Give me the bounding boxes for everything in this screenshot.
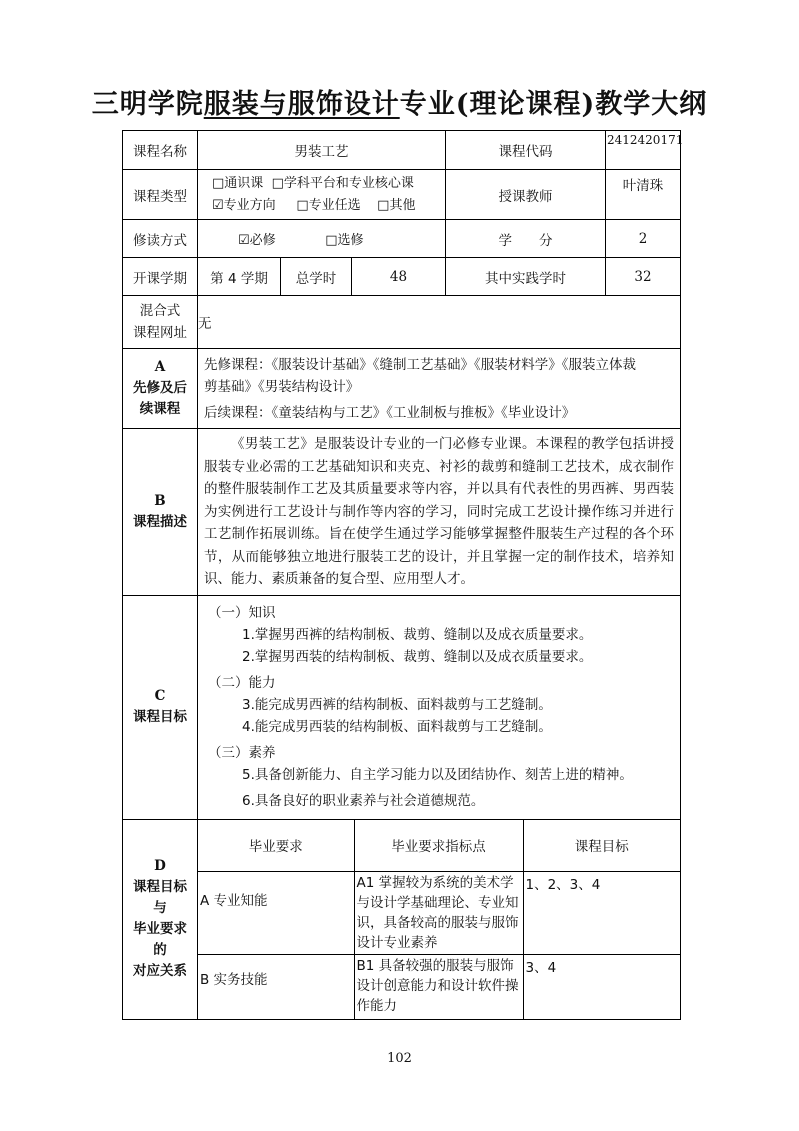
goal-item-1: 1.掌握男西裤的结构制板、裁剪、缝制以及成衣质量要求。 [242, 627, 593, 643]
course-description: 《男装工艺》是服装设计专业的一门必修专业课。本课程的教学包括讲授服装专业必需的工艺基础知识和夹克、衬衫的裁剪和缝制工艺技术，成衣制作的整件服装制作工艺及其质量要求等内容，并以具有代表性的男西裤、男西装为实例进行工艺设计与制作等内容的学习，同时完成工艺设计操作练习并进行工艺制作拓展训练。旨在使学生通过学习能够掌握整件服装生产过程的各个环节，从而能够独立地进行服装工艺的设计，并且掌握一定的制作技术，培养知识、能力、素质兼备的复合型、应用型人才。 [198, 429, 681, 596]
section-d-label [123, 819, 198, 1019]
section-d-letter: D [154, 858, 166, 874]
course-code-value: 2412420171 [606, 131, 681, 170]
study-elective-option[interactable]: □选修 [325, 233, 364, 248]
mapping-row [198, 955, 680, 1019]
section-d-label-line2: 毕业要求的 [133, 921, 187, 958]
section-a-label-line1: 先修及后 [133, 380, 187, 396]
teacher-label: 授课教师 [446, 170, 606, 220]
title-suffix: 专业(理论课程)教学大纲 [399, 89, 708, 120]
section-a-label-line2: 续课程 [139, 401, 181, 417]
type-option-elective[interactable]: □专业任选 [296, 197, 361, 213]
course-name-value: 男装工艺 [198, 131, 446, 170]
section-c-content [198, 595, 681, 819]
page-number: 102 [387, 1051, 412, 1066]
row-course-name [123, 131, 681, 170]
row-section-c [123, 595, 681, 819]
mapping-row [198, 872, 680, 955]
goal-heading-quality: （三）素养 [208, 745, 276, 761]
hours-label: 总学时 [281, 258, 352, 296]
section-d-label-line1: 课程目标与 [133, 879, 187, 916]
row-section-d [123, 819, 681, 1019]
goal-item-6: 6.具备良好的职业素养与社会道德规范。 [242, 793, 485, 809]
mapping-goals: 3、4 [523, 955, 680, 1019]
hours-value: 48 [352, 258, 446, 296]
row-section-a [123, 349, 681, 429]
mapping-header-indicator: 毕业要求指标点 [354, 820, 523, 872]
mapping-requirement: A 专业知能 [198, 872, 354, 955]
section-b-letter: B [154, 492, 166, 509]
study-mode-options [198, 220, 446, 258]
goal-heading-ability: （二）能力 [208, 675, 276, 691]
mapping-requirement: B 实务技能 [198, 955, 354, 1019]
section-a-label [123, 349, 198, 429]
course-url-value: 无 [198, 296, 681, 349]
course-name-label: 课程名称 [123, 131, 198, 170]
type-option-core[interactable]: □学科平台和专业核心课 [271, 175, 414, 191]
section-c-label-text: 课程目标 [133, 709, 187, 725]
goal-item-4: 4.能完成男西装的结构制板、面料裁剪与工艺缝制。 [242, 719, 552, 735]
credit-value: 2 [606, 220, 681, 258]
mapping-indicator: B1 具备较强的服装与服饰设计创意能力和设计软件操作能力 [354, 955, 523, 1019]
type-option-direction[interactable]: ☑专业方向 [212, 197, 276, 213]
section-b-label-text: 课程描述 [133, 513, 187, 530]
prereq-line2: 剪基础》《男装结构设计》 [204, 378, 360, 395]
credit-label: 学 分 [446, 220, 606, 258]
row-term [123, 258, 681, 296]
mapping-header-goals: 课程目标 [523, 820, 680, 872]
requirements-mapping-table [198, 820, 680, 1019]
section-d-content [198, 819, 681, 1019]
term-label: 开课学期 [123, 258, 198, 296]
mapping-goals: 1、2、3、4 [523, 872, 680, 955]
mapping-header-requirement: 毕业要求 [198, 820, 354, 872]
course-code-label: 课程代码 [446, 131, 606, 170]
mapping-indicator: A1 掌握较为系统的美术学与设计学基础理论、专业知识，具备较高的服装与服饰设计专业素养 [354, 872, 523, 955]
course-type-label: 课程类型 [123, 170, 198, 220]
title-major: 服装与服饰设计 [203, 89, 400, 120]
followup-courses: 后续课程：《童装结构与工艺》《工业制板与推板》《毕业设计》 [204, 404, 576, 421]
goal-item-2: 2.掌握男西装的结构制板、裁剪、缝制以及成衣质量要求。 [242, 649, 593, 665]
title-prefix: 三明学院 [91, 89, 204, 120]
course-url-label [123, 296, 198, 349]
goal-item-5: 5.具备创新能力、自主学习能力以及团结协作、刻苦上进的精神。 [242, 767, 633, 783]
goal-heading-knowledge: （一）知识 [208, 605, 276, 621]
row-study-mode [123, 220, 681, 258]
section-d-label-line3: 对应关系 [133, 963, 187, 979]
study-mode-label: 修读方式 [123, 220, 198, 258]
course-url-label-line1: 混合式 [139, 303, 181, 319]
row-course-type [123, 170, 681, 220]
section-a-letter: A [154, 359, 166, 375]
practice-hours-value: 32 [606, 258, 681, 296]
course-url-label-line2: 课程网址 [133, 325, 187, 341]
page-title [0, 82, 799, 121]
prereq-line1: 先修课程：《服装设计基础》《缝制工艺基础》《服装材料学》《服装立体裁 [204, 356, 636, 373]
section-c-label [123, 595, 198, 819]
teacher-value: 叶清珠 [606, 170, 681, 220]
type-option-general[interactable]: □通识课 [212, 175, 264, 191]
section-c-letter: C [154, 688, 166, 704]
section-b-label [123, 429, 198, 596]
goal-item-3: 3.能完成男西裤的结构制板、面料裁剪与工艺缝制。 [242, 697, 552, 713]
mapping-header-row [198, 820, 680, 872]
term-value: 第 4 学期 [198, 258, 281, 296]
row-section-b [123, 429, 681, 596]
syllabus-table [122, 130, 684, 1020]
section-a-content [198, 349, 681, 429]
type-option-other[interactable]: □其他 [377, 197, 416, 213]
course-type-options [198, 170, 446, 220]
study-required-option[interactable]: ☑必修 [238, 233, 276, 248]
practice-hours-label: 其中实践学时 [446, 258, 606, 296]
row-course-url [123, 296, 681, 349]
